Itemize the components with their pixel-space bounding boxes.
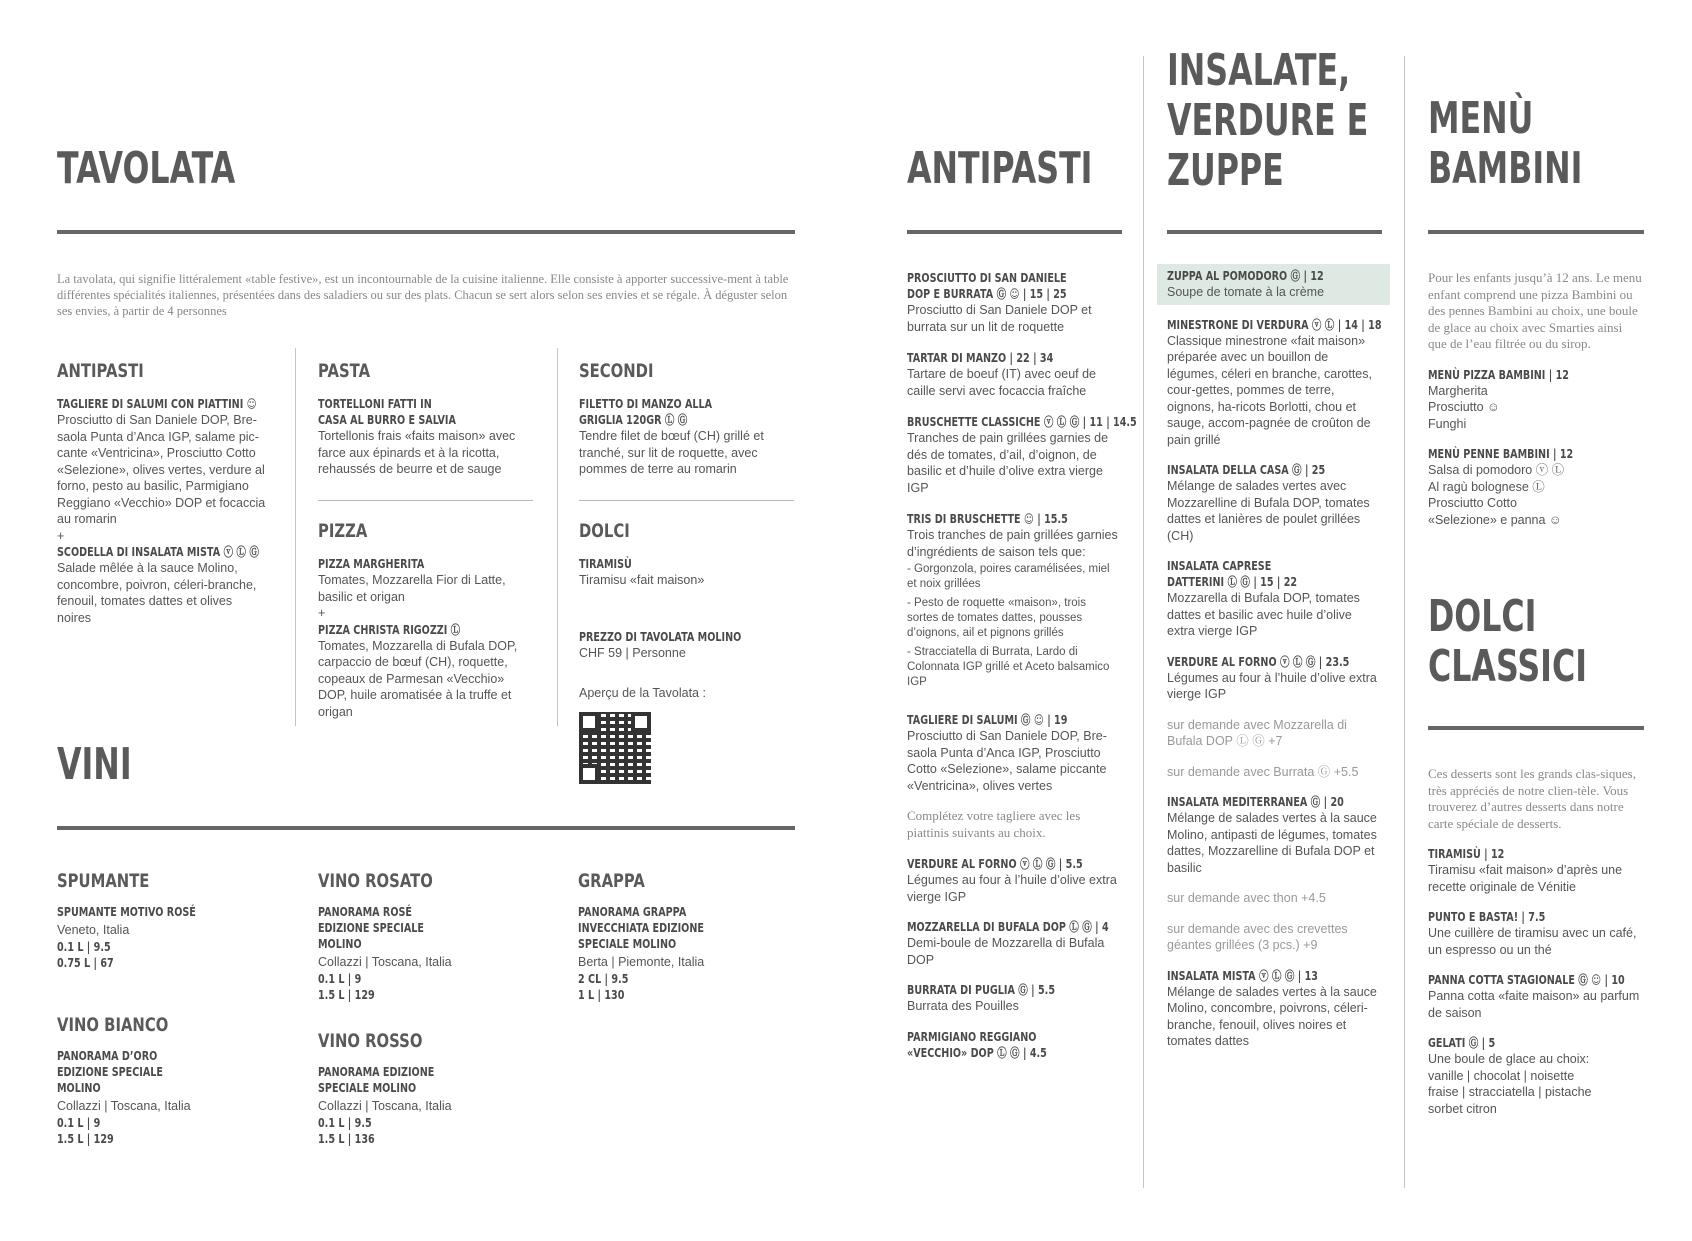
wine-grappa bbox=[578, 870, 808, 1003]
menu-item bbox=[1167, 654, 1380, 781]
option: «Selezione» e panna ☺ bbox=[1428, 512, 1562, 527]
dish-description: Tomates, Mozzarella Fior di Latte, basilic et origan bbox=[318, 573, 506, 604]
dish-description: Légumes au four à l’huile d’olive extra vierge IGP bbox=[907, 873, 1117, 904]
section-heading: VINO ROSSO bbox=[318, 1030, 423, 1052]
dolci-classici-title bbox=[1428, 592, 1649, 692]
wine-origin: Collazzi | Toscana, Italia bbox=[57, 1099, 191, 1113]
option: Prosciutto ☺ bbox=[1428, 400, 1500, 414]
option: - Gorgonzola, poires caramélisées, miel et noix grillées bbox=[907, 563, 1110, 590]
plus-sign: + bbox=[318, 606, 326, 620]
section-heading: ANTIPASTI bbox=[57, 360, 144, 382]
dish-name: INSALATA MISTA ⓥ Ⓛ Ⓖ | 13 bbox=[1167, 968, 1318, 983]
menu-item bbox=[1167, 968, 1380, 1050]
wine-price: 1 L | 130 bbox=[578, 987, 625, 1002]
wine-name: PANORAMA ROSÉ EDIZIONE SPECIALE MOLINO bbox=[318, 905, 424, 951]
tavolata-pizza bbox=[318, 520, 523, 720]
title-line: DOLCI bbox=[1428, 591, 1537, 642]
divider bbox=[579, 500, 794, 501]
wine-price: 0.1 L | 9.5 bbox=[57, 939, 111, 954]
option: - Stracciatella di Burrata, Lardo di Colonnata IGP grillé et Aceto balsamico IGP bbox=[907, 646, 1110, 688]
tavolata-rule bbox=[57, 230, 795, 234]
dish-name: PUNTO E BASTA! | 7.5 bbox=[1428, 910, 1546, 924]
wine-bianco bbox=[57, 1014, 287, 1147]
price-name: PREZZO DI TAVOLATA MOLINO bbox=[579, 629, 742, 644]
dish-description: Mélange de salades vertes à la sauce Molino, concombre, poivrons, céleri-branche, fenouil, olives noires et tomates dattes bbox=[1167, 984, 1377, 1048]
dish-name: ZUPPA AL POMODORO Ⓖ | 12 bbox=[1167, 269, 1324, 283]
menu-item bbox=[907, 350, 1119, 399]
section-heading: DOLCI bbox=[579, 520, 630, 542]
highlighted-item bbox=[1157, 264, 1390, 305]
title-line: ZUPPE bbox=[1167, 145, 1284, 196]
dish-description: Trois tranches de pain grillées garnies d’ingrédients de saison tels que: bbox=[907, 528, 1118, 559]
dish-name: BURRATA DI PUGLIA Ⓖ | 5.5 bbox=[907, 983, 1056, 997]
menu-item bbox=[1167, 317, 1380, 449]
dish-name: MENÙ PENNE BAMBINI | 12 bbox=[1428, 447, 1574, 461]
dish-description: Panna cotta «faite maison» au parfum de saison bbox=[1428, 989, 1640, 1020]
tavolata-title: TAVOLATA bbox=[57, 143, 236, 194]
dish-name: TAGLIERE DI SALUMI CON PIATTINI ☺ bbox=[57, 397, 257, 411]
wine-price: 1.5 L | 129 bbox=[318, 987, 375, 1002]
bambini-title bbox=[1428, 94, 1642, 194]
wine-origin: Collazzi | Toscana, Italia bbox=[318, 1099, 452, 1113]
column-divider bbox=[1143, 56, 1144, 1188]
wine-spumante bbox=[57, 870, 287, 971]
dish-name: TIRAMISÙ bbox=[579, 557, 632, 571]
option: Margherita bbox=[1428, 383, 1488, 398]
dish-name: MOZZARELLA DI BUFALA DOP Ⓛ Ⓖ | 4 bbox=[907, 920, 1109, 934]
title-line: BAMBINI bbox=[1428, 143, 1583, 194]
menu-item bbox=[1428, 972, 1644, 1021]
title-line: VERDURE E bbox=[1167, 95, 1369, 146]
menu-item bbox=[1428, 1035, 1644, 1117]
dolci-intro: Ces desserts sont les grands clas-siques, très appréciés de notre clien-tèle. Vous trouverez d’autres desserts dans notre carte spéciale de desserts. bbox=[1428, 766, 1636, 831]
dish-name: GELATI Ⓖ | 5 bbox=[1428, 1036, 1496, 1050]
wine-rosato bbox=[318, 870, 548, 1003]
dish-name: PARMIGIANO REGGIANO «VECCHIO» DOP Ⓛ Ⓖ | 4.5 bbox=[907, 1029, 1047, 1060]
section-heading: PASTA bbox=[318, 360, 371, 382]
menu-item bbox=[1167, 794, 1380, 954]
option-note: sur demande avec thon +4.5 bbox=[1167, 891, 1326, 905]
dish-description: Mélange de salades vertes avec Mozzarelline di Bufala DOP, tomates dattes et lanières de poulet grillées (CH) bbox=[1167, 479, 1370, 543]
option: - Pesto de roquette «maison», trois sortes de tomates dattes, pousses d’oignons, ail et pignons grillés bbox=[907, 597, 1086, 639]
tavolata-dolci bbox=[579, 520, 789, 784]
dish-name: PANNA COTTA STAGIONALE Ⓖ ☺ | 10 bbox=[1428, 973, 1625, 987]
dish-name: MINESTRONE DI VERDURA ⓥ Ⓛ | 14 | 18 bbox=[1167, 317, 1382, 332]
dish-description: Tortellonis frais «faits maison» avec farce aux épinards et à la ricotta, rehaussés de beurre et de sauge bbox=[318, 429, 516, 476]
antipasti-rule bbox=[907, 230, 1122, 234]
dish-name: VERDURE AL FORNO ⓥ Ⓛ Ⓖ | 5.5 bbox=[907, 857, 1083, 871]
antipasti-title: ANTIPASTI bbox=[907, 143, 1093, 194]
dish-name: TIRAMISÙ | 12 bbox=[1428, 847, 1505, 861]
vini-rule bbox=[57, 826, 795, 830]
menu-item bbox=[907, 982, 1119, 1015]
menu-item bbox=[1167, 558, 1380, 640]
tavolata-secondi bbox=[579, 360, 789, 478]
wine-price: 1.5 L | 129 bbox=[57, 1131, 114, 1146]
divider bbox=[318, 500, 533, 501]
wine-name: PANORAMA GRAPPA INVECCHIATA EDIZIONE SPECIALE MOLINO bbox=[578, 905, 704, 951]
dish-description: Tartare de boeuf (IT) avec oeuf de caille servi avec focaccia fraîche bbox=[907, 367, 1096, 398]
dish-name: BRUSCHETTE CLASSICHE ⓥ Ⓛ Ⓖ | 11 | 14.5 bbox=[907, 415, 1137, 429]
dish-description: Salade mêlée à la sauce Molino, concombre, poivron, céleri-branche, fenouil, tomates dattes et olives noires bbox=[57, 561, 257, 625]
price-value: CHF 59 | Personne bbox=[579, 645, 686, 660]
dish-name: TRIS DI BRUSCHETTE ☺ | 15.5 bbox=[907, 512, 1068, 526]
tavolata-intro: La tavolata, qui signifie littéralement «table festive», est un incontournable de la cuisine italienne. Elle consiste à apporter successive-ment à table différentes spécialités italiennes, présentées dans des saladiers ou sur des plats. Chacun se sert alors selon ses envies et se régale. À déguster selon ses envies, à partir de 4 personnes bbox=[57, 272, 789, 318]
column-divider bbox=[557, 348, 558, 726]
wine-rosso bbox=[318, 1030, 548, 1147]
dish-name: TARTAR DI MANZO | 22 | 34 bbox=[907, 351, 1054, 365]
antipasti-list bbox=[907, 270, 1137, 1061]
wine-name: PANORAMA D’ORO EDIZIONE SPECIALE MOLINO bbox=[57, 1049, 163, 1095]
vini-title: VINI bbox=[57, 739, 132, 790]
dish-name: PIZZA CHRISTA RIGOZZI Ⓛ bbox=[318, 622, 461, 637]
bambini-content bbox=[1428, 270, 1644, 528]
option-note: sur demande avec Burrata Ⓖ +5.5 bbox=[1167, 764, 1359, 779]
dish-description: Prosciutto di San Daniele DOP, Bre-saola Punta d’Anca IGP, Prosciutto Cotto «Selezione», salame piccante «Ventricina», olives vertes bbox=[907, 729, 1107, 793]
dish-name: SCODELLA DI INSALATA MISTA ⓥ Ⓛ Ⓖ bbox=[57, 545, 259, 559]
title-line: CLASSICI bbox=[1428, 641, 1587, 692]
menu-item bbox=[907, 1029, 1119, 1061]
menu-item bbox=[907, 270, 1119, 335]
dish-name: VERDURE AL FORNO ⓥ Ⓛ Ⓖ | 23.5 bbox=[1167, 654, 1350, 669]
tavolata-antipasti bbox=[57, 360, 267, 626]
wine-price: 0.75 L | 67 bbox=[57, 955, 114, 970]
wine-price: 0.1 L | 9 bbox=[57, 1115, 101, 1130]
section-heading: VINO BIANCO bbox=[57, 1014, 169, 1036]
complete-note: Complétez votre tagliere avec les piattinis suivants au choix. bbox=[907, 808, 1081, 840]
dish-description: Burrata des Pouilles bbox=[907, 999, 1019, 1013]
insalate-list bbox=[1157, 264, 1390, 1050]
option: Prosciutto Cotto bbox=[1428, 496, 1517, 510]
dish-name: TORTELLONI FATTI IN CASA AL BURRO E SALVIA bbox=[318, 397, 456, 427]
wine-name: PANORAMA EDIZIONE SPECIALE MOLINO bbox=[318, 1065, 435, 1095]
column-divider bbox=[1404, 56, 1405, 1188]
dish-name: PIZZA MARGHERITA bbox=[318, 557, 425, 571]
dish-description: Classique minestrone «fait maison» préparée avec un bouillon de légumes, céleri en branche, carottes, cour-gettes, pommes de terre, oignons, ha-ricots Borlotti, chou et sauge, accom-pagnée de croûton de pain grillé bbox=[1167, 333, 1372, 447]
section-heading: VINO ROSATO bbox=[318, 870, 433, 892]
title-line: MENÙ bbox=[1428, 93, 1534, 144]
menu-item bbox=[1428, 846, 1644, 895]
option: Salsa di pomodoro ⓥ Ⓛ bbox=[1428, 463, 1565, 477]
menu-item bbox=[907, 856, 1119, 905]
dish-name: INSALATA CAPRESE DATTERINI Ⓛ Ⓖ | 15 | 22 bbox=[1167, 559, 1298, 589]
dish-name: TAGLIERE DI SALUMI Ⓖ ☺ | 19 bbox=[907, 713, 1068, 727]
dish-name: PROSCIUTTO DI SAN DANIELE DOP E BURRATA Ⓖ ☺ | 15 | 25 bbox=[907, 271, 1067, 301]
dolci-rule bbox=[1428, 726, 1644, 730]
wine-origin: Collazzi | Toscana, Italia bbox=[318, 955, 452, 969]
dish-name: FILETTO DI MANZO ALLA GRIGLIA 120GR Ⓛ Ⓖ bbox=[579, 397, 713, 427]
option-note: sur demande avec Mozzarella di Bufala DOP Ⓛ Ⓖ +7 bbox=[1167, 717, 1347, 748]
dolci-classici-content bbox=[1428, 766, 1644, 1117]
wine-price: 1.5 L | 136 bbox=[318, 1131, 375, 1146]
dish-description: Une boule de glace au choix: vanille | chocolat | noisette fraise | stracciatella | pistache sorbet citron bbox=[1428, 1052, 1592, 1116]
preview-label: Aperçu de la Tavolata : bbox=[579, 686, 706, 700]
menu-item bbox=[1167, 462, 1380, 544]
dish-name: MENÙ PIZZA BAMBINI | 12 bbox=[1428, 367, 1569, 382]
dish-description: Mélange de salades vertes à la sauce Molino, antipasti de légumes, tomates dattes, Mozzarelline di Bufala DOP et basilic bbox=[1167, 811, 1377, 875]
plus-sign: + bbox=[57, 528, 65, 543]
bambini-rule bbox=[1428, 230, 1644, 234]
dish-name: INSALATA DELLA CASA Ⓖ | 25 bbox=[1167, 463, 1326, 477]
wine-price: 2 CL | 9.5 bbox=[578, 971, 629, 986]
dish-name: INSALATA MEDITERRANEA Ⓖ | 20 bbox=[1167, 795, 1344, 809]
dish-description: Tiramisu «fait maison» bbox=[579, 573, 705, 587]
menu-item bbox=[907, 414, 1137, 496]
qr-code[interactable] bbox=[579, 712, 651, 784]
section-heading: GRAPPA bbox=[578, 870, 645, 892]
wine-origin: Veneto, Italia bbox=[57, 923, 130, 937]
insalate-rule bbox=[1167, 230, 1382, 234]
dish-description: Prosciutto di San Daniele DOP et burrata sur un lit de roquette bbox=[907, 303, 1092, 334]
dish-description: Tranches de pain grillées garnies de dés de tomates, d’ail, d’oignon, de basilic et d’huile d’olive extra vierge IGP bbox=[907, 431, 1109, 495]
dish-description: Tomates, Mozzarella di Bufala DOP, carpaccio de bœuf (CH), roquette, copeaux de Parmesan «Vecchio» DOP, huile aromatisée à la truffe et origan bbox=[318, 638, 518, 719]
menu-item bbox=[907, 712, 1119, 794]
section-heading: SECONDI bbox=[579, 360, 654, 382]
dish-description: Une cuillère de tiramisu avec un café, un espresso ou un thé bbox=[1428, 926, 1637, 957]
tavolata-pasta bbox=[318, 360, 528, 478]
menu-item bbox=[907, 919, 1119, 968]
dish-description: Demi-boule de Mozzarella di Bufala DOP bbox=[907, 936, 1105, 967]
title-line: INSALATE, bbox=[1167, 45, 1351, 96]
wine-name: SPUMANTE MOTIVO ROSÉ bbox=[57, 905, 196, 919]
dish-description: Légumes au four à l’huile d’olive extra vierge IGP bbox=[1167, 670, 1377, 701]
wine-origin: Berta | Piemonte, Italia bbox=[578, 955, 705, 969]
bambini-intro: Pour les enfants jusqu’à 12 ans. Le menu enfant comprend une pizza Bambini ou des pennes Bambini au choix, une boule de glace au choix avec Smarties ainsi que de l’eau filtrée ou du sirop. bbox=[1428, 270, 1642, 351]
dish-description: Tendre filet de bœuf (CH) grillé et tranché, sur lit de roquette, avec pommes de terre au romarin bbox=[579, 429, 764, 476]
dish-description: Mozzarella di Bufala DOP, tomates dattes et basilic avec huile d’olive extra vierge IGP bbox=[1167, 591, 1360, 638]
wine-price: 0.1 L | 9 bbox=[318, 971, 362, 986]
section-heading: SPUMANTE bbox=[57, 870, 150, 892]
menu-item bbox=[1428, 909, 1644, 958]
menu-item bbox=[907, 511, 1119, 690]
option-note: sur demande avec des crevettes géantes grillées (3 pcs.) +9 bbox=[1167, 921, 1348, 952]
dish-description: Soupe de tomate à la crème bbox=[1167, 285, 1325, 299]
section-heading: PIZZA bbox=[318, 520, 368, 542]
dish-description: Tiramisu «fait maison» d’après une recette originale de Vénitie bbox=[1428, 863, 1623, 894]
option: Al ragù bolognese Ⓛ bbox=[1428, 479, 1545, 494]
column-divider bbox=[295, 348, 296, 726]
option: Funghi bbox=[1428, 416, 1467, 431]
dish-description: Prosciutto di San Daniele DOP, Bre-saola Punta d’Anca IGP, salame pic-cante «Ventricina», Prosciutto Cotto «Selezione», olives vertes, verdure al forno, pesto au basilic, Parmigiano Reggiano «Vecchio» DOP et focaccia au romarin bbox=[57, 413, 266, 526]
wine-price: 0.1 L | 9.5 bbox=[318, 1115, 372, 1130]
